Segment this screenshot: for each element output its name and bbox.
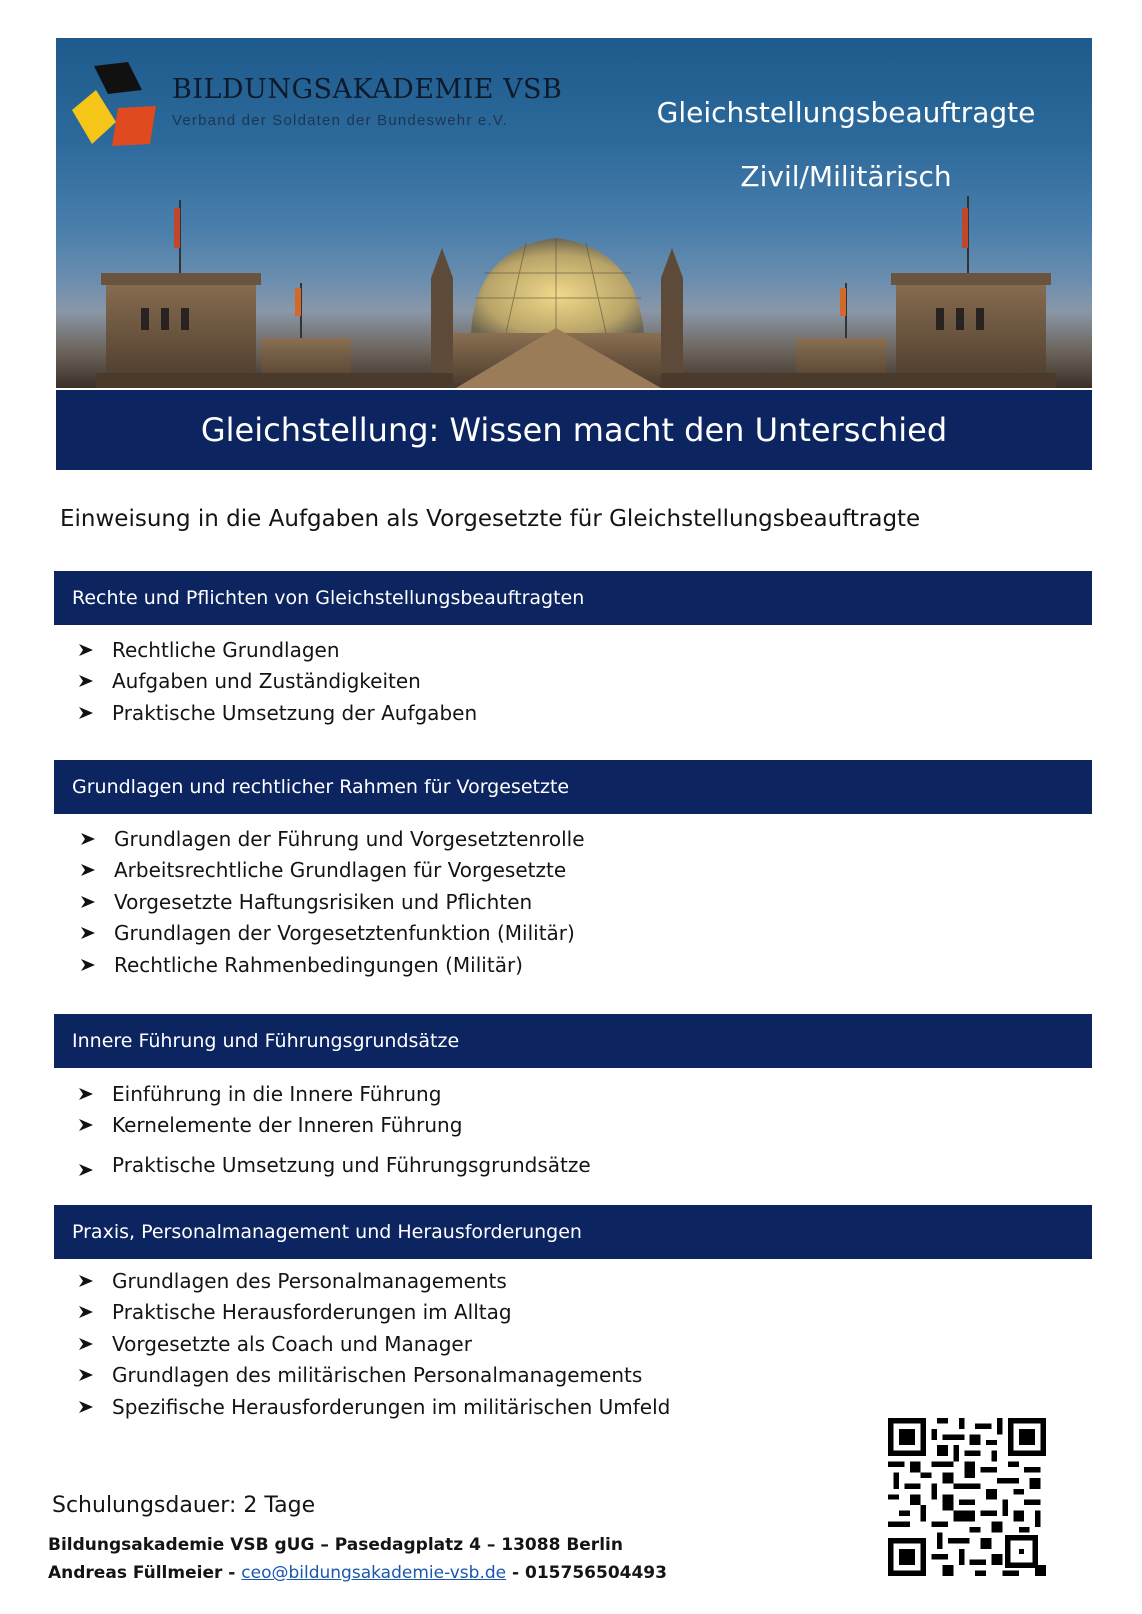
contact-line	[48, 1563, 667, 1583]
hero-subtitle: Zivil/Militärisch	[740, 160, 952, 193]
contact-phone: - 015756504493	[506, 1563, 667, 1583]
arrow-bullet-icon	[80, 895, 114, 909]
section-heading-text: Grundlagen und rechtlicher Rahmen für Vorgesetzte	[72, 776, 570, 798]
training-duration: Schulungsdauer: 2 Tage	[52, 1493, 316, 1518]
arrow-bullet-icon	[80, 863, 114, 877]
section-heading-innere-fuehrung	[54, 1014, 1092, 1068]
list-item: Vorgesetzte Haftungsrisiken und Pflichten	[80, 886, 585, 918]
list-item: Praktische Umsetzung und Führungsgrundsätze	[78, 1141, 591, 1177]
section-heading-text: Rechte und Pflichten von Gleichstellungsbeauftragten	[72, 587, 585, 609]
list-item: Grundlagen des Personalmanagements	[78, 1265, 670, 1297]
page-subtitle: Einweisung in die Aufgaben als Vorgesetzte für Gleichstellungsbeauftragte	[60, 506, 921, 532]
qr-code-icon[interactable]	[888, 1418, 1046, 1576]
arrow-bullet-icon	[78, 1163, 112, 1177]
reichstag-image	[56, 188, 1092, 388]
email-link[interactable]: ceo@bildungsakademie-vsb.de	[241, 1563, 507, 1583]
address-line: Bildungsakademie VSB gUG – Pasedagplatz 4 – 13088 Berlin	[48, 1535, 623, 1555]
section-heading-text: Innere Führung und Führungsgrundsätze	[72, 1030, 460, 1052]
logo-icon	[70, 60, 170, 148]
arrow-bullet-icon	[78, 643, 112, 657]
list-item: Grundlagen der Führung und Vorgesetztenrolle	[80, 823, 585, 855]
hero-title: Gleichstellungsbeauftragte	[656, 96, 1036, 129]
arrow-bullet-icon	[78, 1337, 112, 1351]
list-item: Vorgesetzte als Coach und Manager	[78, 1328, 670, 1360]
logo-title: BILDUNGSAKADEMIE VSB	[172, 74, 563, 105]
section-list-praxis	[78, 1265, 670, 1423]
section-heading-rechte	[54, 571, 1092, 625]
list-item: Rechtliche Grundlagen	[78, 634, 477, 666]
contact-name: Andreas Füllmeier -	[48, 1563, 242, 1583]
list-item: Kernelemente der Inneren Führung	[78, 1110, 591, 1142]
list-item: Aufgaben und Zuständigkeiten	[78, 666, 477, 698]
arrow-bullet-icon	[78, 1368, 112, 1382]
tagline-banner	[56, 390, 1092, 470]
arrow-bullet-icon	[78, 706, 112, 720]
section-list-rechte	[78, 634, 477, 729]
section-list-innere-fuehrung	[78, 1078, 591, 1177]
arrow-bullet-icon	[78, 1305, 112, 1319]
section-list-grundlagen	[80, 823, 585, 981]
section-heading-grundlagen	[54, 760, 1092, 814]
list-item: Grundlagen des militärischen Personalmanagements	[78, 1360, 670, 1392]
tagline-text: Gleichstellung: Wissen macht den Unterschied	[200, 411, 948, 449]
list-item: Spezifische Herausforderungen im militärischen Umfeld	[78, 1391, 670, 1423]
arrow-bullet-icon	[78, 1118, 112, 1132]
list-item: Praktische Herausforderungen im Alltag	[78, 1297, 670, 1329]
arrow-bullet-icon	[80, 958, 114, 972]
arrow-bullet-icon	[78, 1087, 112, 1101]
arrow-bullet-icon	[78, 1274, 112, 1288]
arrow-bullet-icon	[80, 926, 114, 940]
list-item: Grundlagen der Vorgesetztenfunktion (Militär)	[80, 918, 585, 950]
list-item: Arbeitsrechtliche Grundlagen für Vorgesetzte	[80, 855, 585, 887]
section-heading-text: Praxis, Personalmanagement und Herausforderungen	[72, 1221, 582, 1243]
section-heading-praxis	[54, 1205, 1092, 1259]
arrow-bullet-icon	[80, 832, 114, 846]
list-item: Einführung in die Innere Führung	[78, 1078, 591, 1110]
arrow-bullet-icon	[78, 1400, 112, 1414]
logo-subtitle: Verband der Soldaten der Bundeswehr e.V.	[172, 112, 508, 129]
list-item: Praktische Umsetzung der Aufgaben	[78, 697, 477, 729]
arrow-bullet-icon	[78, 674, 112, 688]
hero-header	[56, 38, 1092, 388]
list-item: Rechtliche Rahmenbedingungen (Militär)	[80, 949, 585, 981]
